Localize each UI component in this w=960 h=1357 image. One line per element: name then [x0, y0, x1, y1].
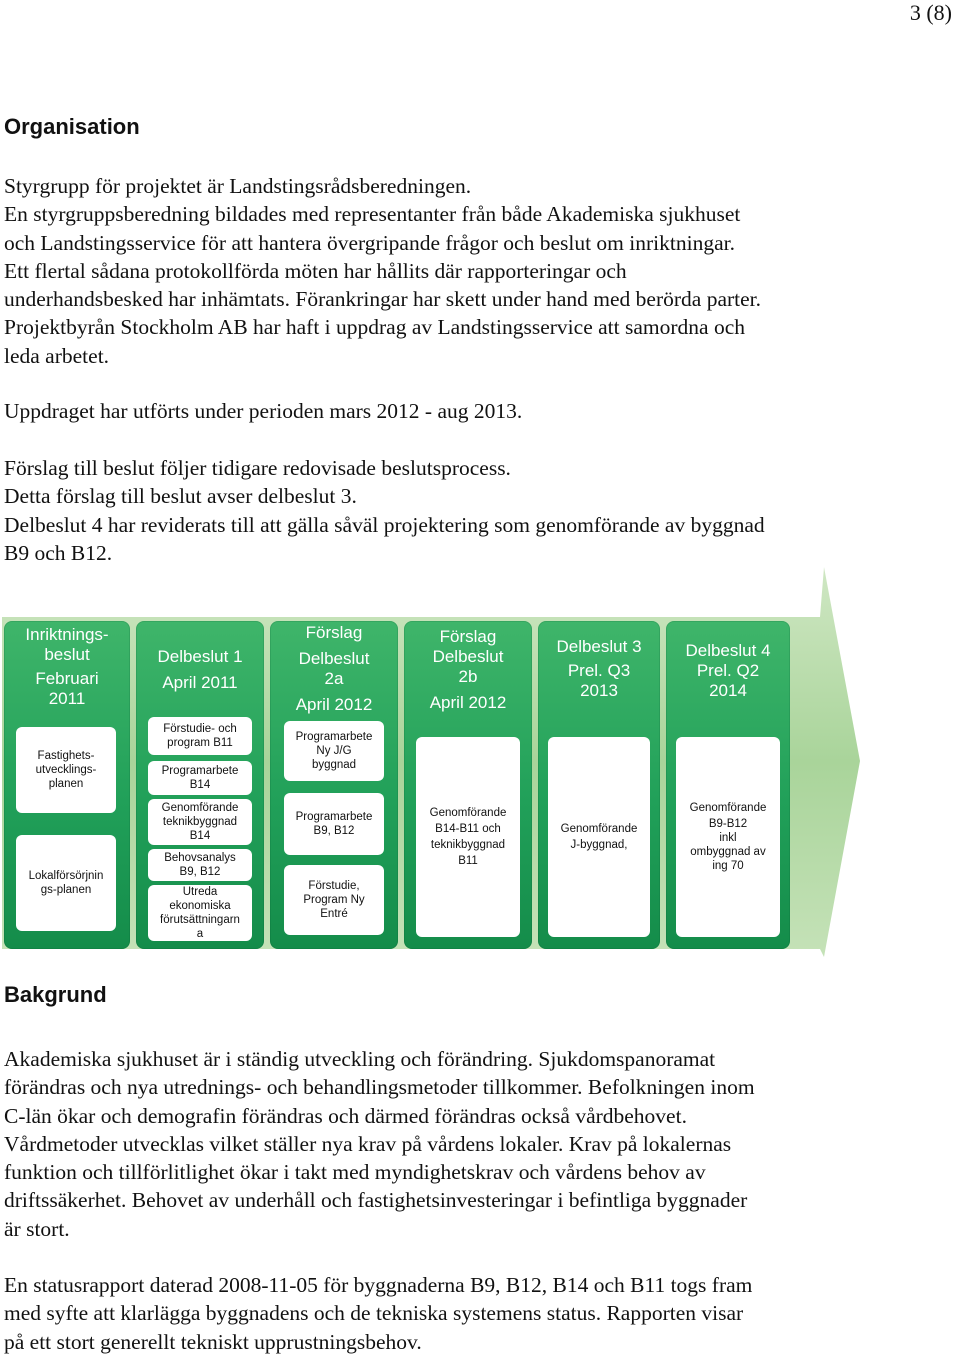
box-line: teknikbyggnad	[162, 816, 238, 828]
header-line: Förslag	[305, 623, 363, 642]
header-line: Delbeslut 3	[556, 637, 642, 656]
box-line: B9-B12	[708, 818, 748, 830]
organisation-heading: Organisation	[4, 114, 140, 139]
box-line: utvecklings-	[35, 764, 97, 776]
page-number: 3 (8)	[909, 0, 952, 25]
box-line: B14	[189, 779, 211, 791]
box-line: teknikbyggnad	[430, 839, 506, 851]
box-line: Programarbete	[295, 731, 373, 743]
text-line: och Landstingsservice för att hantera övergripande frågor och beslut om inriktningar.	[4, 230, 735, 255]
decision-timeline-diagram	[0, 565, 870, 960]
header-line: 2a	[324, 669, 344, 688]
timeline-column-delbeslut-1	[136, 621, 264, 949]
box-line: Genomförande	[689, 802, 767, 814]
box-line: Förstudie- och	[163, 723, 237, 735]
box-line: J-byggnad,	[570, 839, 628, 851]
column-header	[538, 637, 660, 701]
box-line: Genomförande	[429, 807, 507, 819]
timeline-box	[16, 835, 116, 931]
timeline-box	[148, 885, 252, 941]
box-line: B9, B12	[313, 825, 355, 837]
header-line: Delbeslut 4	[685, 641, 771, 660]
header-line: 2014	[709, 681, 747, 700]
text-line: C-län ökar och demografin förändras och därmed förändras också vårdbehovet.	[4, 1103, 687, 1128]
header-line: Februari	[35, 669, 99, 688]
column-header	[666, 641, 790, 701]
header-line: April 2012	[295, 695, 373, 714]
header-line: Delbeslut	[432, 647, 504, 666]
timeline-column-delbeslut-4	[666, 621, 790, 949]
box-line: Genomförande	[161, 802, 239, 814]
text-line: Projektbyrån Stockholm AB har haft i uppdrag av Landstingsservice att samordna och	[4, 315, 745, 340]
column-header	[136, 647, 264, 693]
text-line: Akademiska sjukhuset är i ständig utveckling och förändring. Sjukdomspanoramat	[4, 1047, 716, 1071]
box-line: inkl	[719, 832, 737, 844]
text-line: En statusrapport daterad 2008-11-05 för byggnaderna B9, B12, B14 och B11 togs fram	[4, 1273, 753, 1297]
text-line: Ett flertal sådana protokollförda möten har hållits där rapporteringar och	[4, 258, 627, 283]
header-line: 2b	[458, 667, 478, 686]
timeline-column-delbeslut-3	[538, 621, 660, 949]
box-line: ing 70	[712, 860, 744, 872]
box-line: B14-B11 och	[435, 823, 501, 835]
box-line: Program Ny	[303, 894, 365, 906]
text-line: En styrgruppsberedning bildades med representanter från både Akademiska sjukhuset	[4, 202, 741, 227]
header-line: 2013	[580, 681, 618, 700]
bakgrund-paragraph-2	[4, 1271, 914, 1356]
header-line: Prel. Q2	[696, 661, 760, 680]
text-line: Vårdmetoder utvecklas vilket ställer nya krav på vårdens lokaler. Krav på lokalernas	[4, 1131, 732, 1156]
text-line: förändras och nya utrednings- och behandlingsmetoder tillkommer. Befolkningen inom	[4, 1075, 755, 1100]
box-line: B11	[458, 855, 478, 867]
box-line: förutsättningarn	[160, 914, 240, 926]
timeline-box	[148, 717, 252, 755]
header-line: Inriktnings-	[25, 625, 109, 644]
box-line: Programarbete	[161, 765, 239, 777]
organisation-paragraph-3	[4, 454, 914, 567]
text-line: Delbeslut 4 har reviderats till att gälla såväl projektering som genomförande av byggnad	[4, 512, 765, 537]
organisation-paragraph-2: Uppdraget har utförts under perioden mars 2012 - aug 2013.	[4, 399, 523, 423]
box-line: gs-planen	[40, 884, 92, 896]
organisation-paragraph-1	[4, 172, 914, 370]
box-line: B14	[189, 830, 211, 842]
timeline-box	[148, 799, 252, 845]
column-header	[404, 627, 532, 713]
box-line: Lokalförsörjnin	[28, 870, 104, 882]
bakgrund-heading: Bakgrund	[4, 982, 107, 1007]
box-line: ekonomiska	[169, 900, 231, 912]
timeline-box	[148, 849, 252, 881]
box-line: Behovsanalys	[164, 852, 236, 864]
timeline-box	[284, 721, 384, 781]
timeline-column-delbeslut-2b	[404, 621, 532, 949]
text-line: är stort.	[4, 1216, 70, 1241]
column-header	[4, 625, 130, 709]
timeline-box	[284, 865, 384, 935]
column-header	[270, 623, 398, 715]
timeline-box	[416, 737, 520, 937]
timeline-box	[148, 761, 252, 795]
text-line: Detta förslag till beslut avser delbeslut 3.	[4, 484, 357, 509]
text-line: med syfte att klarlägga byggnadens och de tekniska systemens status. Rapporten visar	[4, 1301, 744, 1326]
text-line: Förslag till beslut följer tidigare redovisade beslutsprocess.	[4, 456, 511, 480]
box-line: byggnad	[311, 759, 357, 771]
box-line: ombyggnad av	[690, 846, 766, 858]
text-line: på ett stort generellt tekniskt upprustningsbehov.	[4, 1329, 422, 1354]
text-line: driftssäkerhet. Behovet av underhåll och fastighetsinvesteringar i befintliga byggnader	[4, 1188, 748, 1213]
header-line: Förslag	[439, 627, 497, 646]
text-line: underhandsbesked har inhämtats. Förankringar har skett under hand med berörda parter.	[4, 287, 762, 312]
text-line: funktion och tillförlitlighet ökar i takt med myndighetskrav och vårdens behov av	[4, 1160, 706, 1185]
text-line: B9 och B12.	[4, 540, 113, 565]
timeline-box	[676, 737, 780, 937]
timeline-column-delbeslut-2a	[270, 621, 398, 949]
box-line: Fastighets-	[37, 750, 95, 762]
header-line: Delbeslut	[298, 649, 370, 668]
box-line: Utreda	[182, 886, 218, 898]
header-line: 2011	[48, 689, 86, 708]
timeline-column-inriktningsbeslut	[4, 621, 130, 949]
header-line: beslut	[44, 645, 90, 664]
timeline-box	[284, 793, 384, 855]
header-line: April 2012	[429, 693, 507, 712]
box-line: a	[196, 928, 204, 940]
box-line: Genomförande	[560, 823, 638, 835]
header-line: Delbeslut 1	[157, 647, 243, 666]
box-line: Programarbete	[295, 811, 373, 823]
box-line: Entré	[320, 908, 348, 920]
box-line: program B11	[167, 737, 233, 749]
box-line: Ny J/G	[316, 745, 352, 757]
header-line: April 2011	[162, 673, 238, 692]
text-line: Styrgrupp för projektet är Landstingsrådsberedningen.	[4, 174, 472, 198]
text-line: leda arbetet.	[4, 343, 110, 368]
header-line: Prel. Q3	[567, 661, 631, 680]
bakgrund-paragraph-1	[4, 1045, 914, 1243]
timeline-box	[548, 737, 650, 937]
timeline-box	[16, 727, 116, 813]
box-line: B9, B12	[179, 866, 221, 878]
box-line: Förstudie,	[308, 880, 360, 892]
box-line: planen	[48, 778, 84, 790]
